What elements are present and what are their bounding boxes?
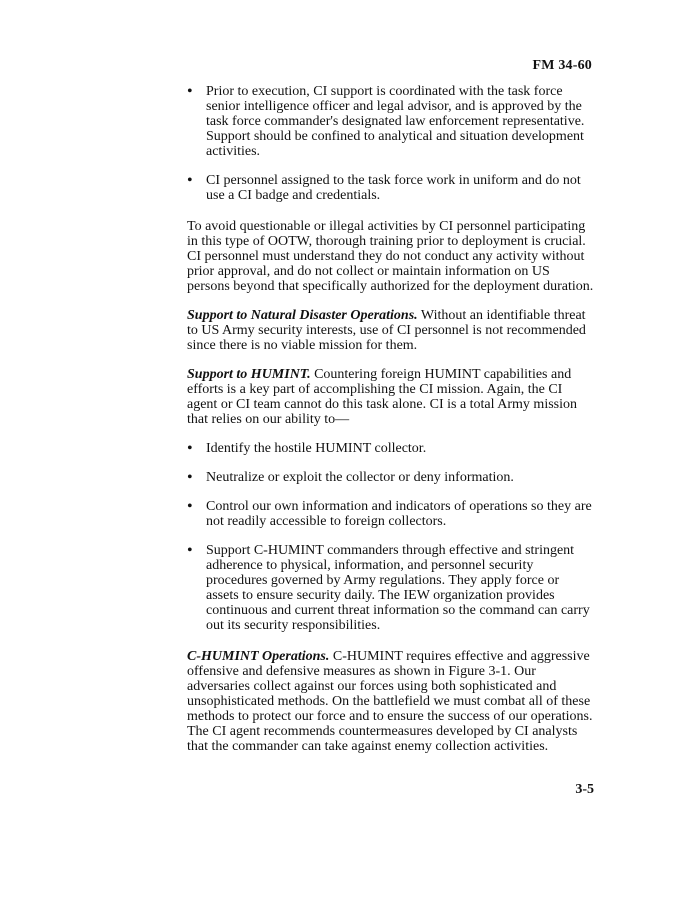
paragraph-avoid-questionable-activities: To avoid questionable or illegal activities by CI personnel participating in this type of OOTW, thorough training prior to deployment is crucial. CI personnel must understand they do not conduct any activity without prior approval, and do not collect or maintain information on US persons beyond that specifically authorized for the deployment duration. [187,219,594,294]
bullet-item [187,441,595,456]
manual-id-header: FM 34-60 [532,58,592,73]
paragraph-humint-support [187,367,595,427]
bullet-item [187,470,595,485]
bullet-item [187,173,595,203]
bullet-text: Prior to execution, CI support is coordinated with the task force senior intelligence officer and legal advisor, and is approved by the task force commander's designated law enforcement representative. Support should be confined to analytical and situation development activities. [206,84,585,159]
bullet-item [187,543,595,633]
bullet-text: Support C-HUMINT commanders through effective and stringent adherence to physical, information, and personnel security procedures governed by Army regulations. They apply force or assets to ensure security daily. The IEW organization provides continuous and current threat information so the command can carry out its security responsibilities. [206,543,590,633]
bullet-item [187,499,595,529]
section-heading-natural-disaster: Support to Natural Disaster Operations. [187,308,418,323]
paragraph-natural-disaster [187,308,595,353]
bullet-text: CI personnel assigned to the task force work in uniform and do not use a CI badge and credentials. [206,173,581,203]
paragraph-text: C-HUMINT requires effective and aggressive offensive and defensive measures as shown in Figure 3-1. Our adversaries collect against our forces using both sophisticated and unsophisticated methods. On the battlefield we must combat all of these methods to protect our force and to ensure the success of our operations. The CI agent recommends countermeasures developed by CI analysts that the commander can take against enemy collection activities. [187,649,593,754]
page-number: 3-5 [575,782,594,797]
paragraph-text: Without an identifiable threat to US Army security interests, use of CI personnel is not recommended since there is no viable mission for them. [187,308,586,353]
section-heading-chumint-operations: C-HUMINT Operations. [187,649,330,664]
paragraph-text: Countering foreign HUMINT capabilities and efforts is a key part of accomplishing the CI mission. Again, the CI agent or CI team cannot do this task alone. CI is a total Army mission that relies on our ability to— [187,367,577,427]
section-heading-humint-support: Support to HUMINT. [187,367,311,382]
paragraph-chumint-operations [187,649,595,754]
bullet-item [187,84,595,159]
page-content [187,84,595,768]
bullet-text: Control our own information and indicators of operations so they are not readily accessible to foreign collectors. [206,499,592,529]
bullet-text: Identify the hostile HUMINT collector. [206,441,427,456]
bullet-text: Neutralize or exploit the collector or deny information. [206,470,514,485]
